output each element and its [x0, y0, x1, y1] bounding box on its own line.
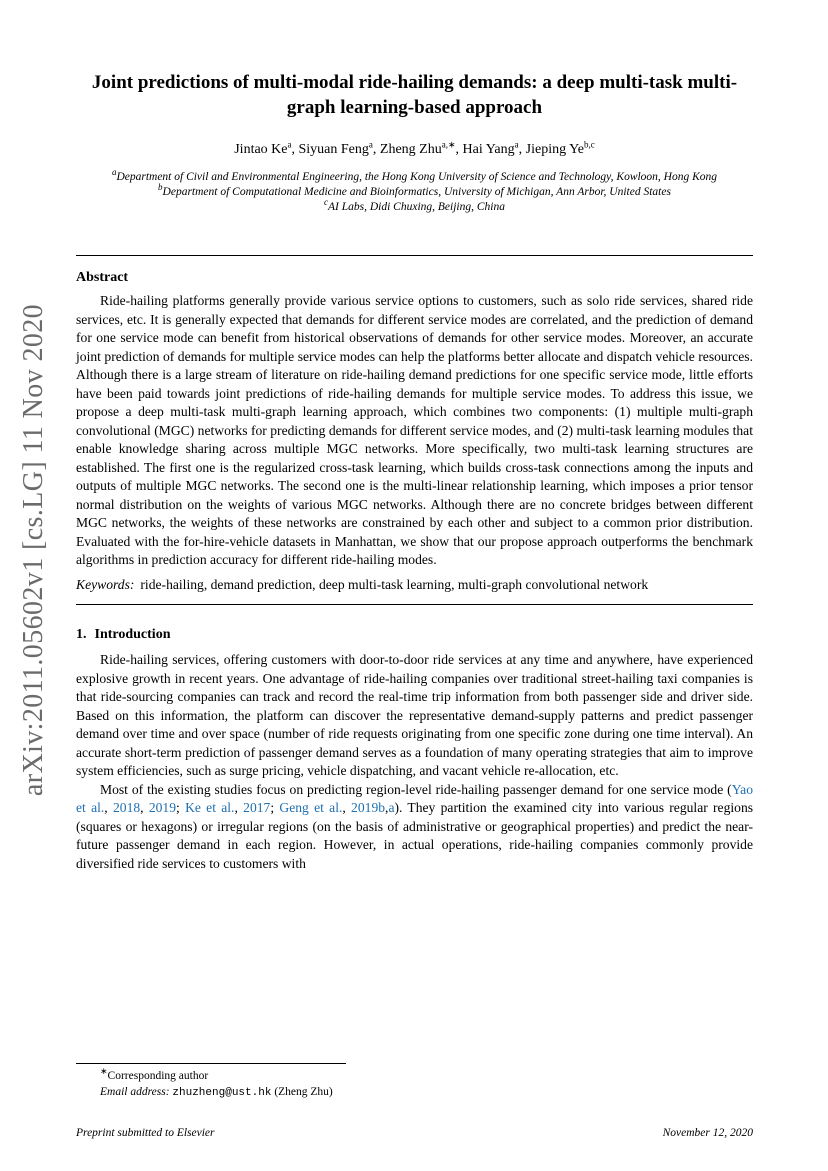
section-heading-introduction	[76, 627, 753, 643]
keywords	[76, 576, 753, 595]
keywords-label: Keywords:	[76, 576, 135, 592]
affiliation	[82, 197, 747, 215]
author-name: Siyuan Feng	[298, 142, 369, 157]
abstract-bottom-rule	[76, 604, 753, 605]
author-sup: a,∗	[441, 139, 456, 150]
citation-link[interactable]: 2019	[148, 800, 177, 815]
footnotes	[100, 1068, 333, 1101]
arxiv-stamp	[12, 230, 56, 870]
footnote-corresponding-text: Corresponding author	[107, 1070, 209, 1082]
email-owner: (Zheng Zhu)	[274, 1086, 333, 1098]
footnote-corresponding	[100, 1068, 333, 1084]
citation-link[interactable]: Ke et al.	[185, 800, 235, 815]
intro-text: ). They partition the examined city into various regular regions (squares or hexagons) or irregular regions (on the basis of administrative or geographical properties) and predict the near-future passenger demand in each region. However, in actual operations, ride-hailing companies commonly provide diversified ride services to customers with	[76, 800, 754, 871]
affiliation	[82, 167, 747, 185]
paper-title: Joint predictions of multi-modal ride-hailing demands: a deep multi-task multi-graph learning-based approach	[91, 72, 738, 118]
intro-paragraph-1: Ride-hailing services, offering customers with door-to-door ride services at any time and anywhere, have experienced explosive growth in recent years. One advantage of ride-hailing companies over traditional street-hailing taxi companies is that ride-sourcing companies can track and record the real-time trip information from both passenger side and driver side. Based on this information, the platform can discover the representative demand-supply patterns and predict passenger demand over time and over space (number of ride requests originating from one specific zone during one time interval). An accurate short-term prediction of passenger demand serves as a foundation of many operating strategies that aim to improve system efficiencies, such as surge pricing, vehicle dispatching, and vacant vehicle re-allocation, etc.	[76, 652, 753, 778]
arxiv-stamp-text: arXiv:2011.05602v1 [cs.LG] 11 Nov 2020	[18, 303, 50, 797]
affiliation-sup: c	[324, 197, 328, 208]
paper-page	[76, 70, 753, 873]
author-sup: b,c	[584, 139, 595, 150]
citation-link[interactable]: Yao et al.	[76, 781, 753, 815]
email-address[interactable]: zhuzheng@ust.hk	[172, 1087, 272, 1099]
author-name: Jieping Ye	[525, 142, 584, 157]
affiliation-text: AI Labs, Didi Chuxing, Beijing, China	[328, 201, 505, 213]
affiliation-sup: b	[158, 182, 163, 193]
author-list: Jintao Ke$^a$, Siyuan Feng$^a$, Zheng Zhu$^{a,∗}$, Hai Yang$^a$, Jieping Ye$^{b,c}$	[234, 139, 595, 157]
author-name: Zheng Zhu	[379, 142, 442, 157]
citation-link[interactable]: a	[388, 800, 395, 815]
footnote-rule	[76, 1063, 346, 1064]
author-name: Hai Yang	[462, 142, 515, 157]
email-label: Email address:	[100, 1086, 170, 1098]
affiliation-list	[76, 167, 753, 215]
affiliation-text: Department of Computational Medicine and Bioinformatics, University of Michigan, Ann Arbor, United States	[162, 186, 671, 198]
footnote-email	[100, 1084, 333, 1101]
author-sup: a	[514, 139, 519, 150]
citation-link[interactable]: 2017	[243, 800, 271, 815]
intro-text: ,	[104, 800, 113, 815]
footnote-mark: ∗	[100, 1066, 108, 1077]
intro-text: ,	[385, 800, 389, 815]
footer-date: November 12, 2020	[662, 1127, 753, 1139]
affiliation	[82, 182, 747, 200]
citation-link[interactable]: 2018	[112, 800, 141, 815]
section-number: 1.	[76, 627, 87, 642]
footer-left: Preprint submitted to Elsevier	[76, 1127, 215, 1139]
author-name: Jintao Ke	[234, 142, 288, 157]
intro-text: Most of the existing studies focus on predicting region-level ride-hailing passenger demand for one service mode (	[100, 781, 732, 797]
citation-link[interactable]: Geng et al.	[279, 800, 343, 815]
author-sup: a	[368, 139, 373, 150]
author-sup: a	[287, 139, 292, 150]
intro-text: ,	[234, 800, 244, 815]
page-footer	[76, 1127, 753, 1139]
intro-text: ,	[140, 800, 149, 815]
intro-paragraph-2	[76, 781, 753, 874]
intro-text: ,	[342, 800, 352, 815]
abstract-top-rule	[76, 255, 753, 256]
affiliation-sup: a	[111, 167, 117, 178]
keywords-text: ride-hailing, demand prediction, deep multi-task learning, multi-graph convolutional network	[140, 576, 649, 592]
intro-text: ;	[270, 800, 280, 815]
abstract-text: Ride-hailing platforms generally provide various service options to customers, such as solo ride services, shared ride services, etc. It is generally expected that demands for different service modes are correlated, and the prediction of demand for one service mode can benefit from historical observations of demands for other service modes. Moreover, an accurate joint prediction of demands for multiple service modes can help the platforms better allocate and dispatch vehicle resources. Although there is a large stream of literature on ride-hailing demand predictions for one specific service mode, little efforts have been paid towards joint predictions of ride-hailing demands for multiple service modes. To address this issue, we propose a deep multi-task multi-graph learning approach, which combines two components: (1) multiple multi-graph convolutional (MGC) networks for predicting demands for different service modes, and (2) multi-task learning modules that enable knowledge sharing across multiple MGC networks. More specifically, two multi-task learning structures are established. The first one is the regularized cross-task learning, which builds cross-task connections among the inputs and outputs of multiple MGC networks. The second one is the multi-linear relationship learning, which imposes a prior tensor normal distribution on the weights of various MGC networks. Although there are no concrete bridges between different MGC networks, the weights of these networks are constrained by each other and subject to a common prior distribution. Evaluated with the for-hire-vehicle datasets in Manhattan, we show that our propose approach outperforms the benchmark algorithms in prediction accuracy for different ride-hailing modes.	[76, 293, 753, 567]
citation-link[interactable]: 2019b	[351, 800, 386, 815]
abstract-heading: Abstract	[76, 270, 129, 285]
affiliation-text: Department of Civil and Environmental Engineering, the Hong Kong University of Science and Technology, Kowloon, Hong Kong	[116, 171, 718, 183]
intro-text: ;	[176, 800, 186, 815]
section-title: Introduction	[94, 627, 171, 642]
